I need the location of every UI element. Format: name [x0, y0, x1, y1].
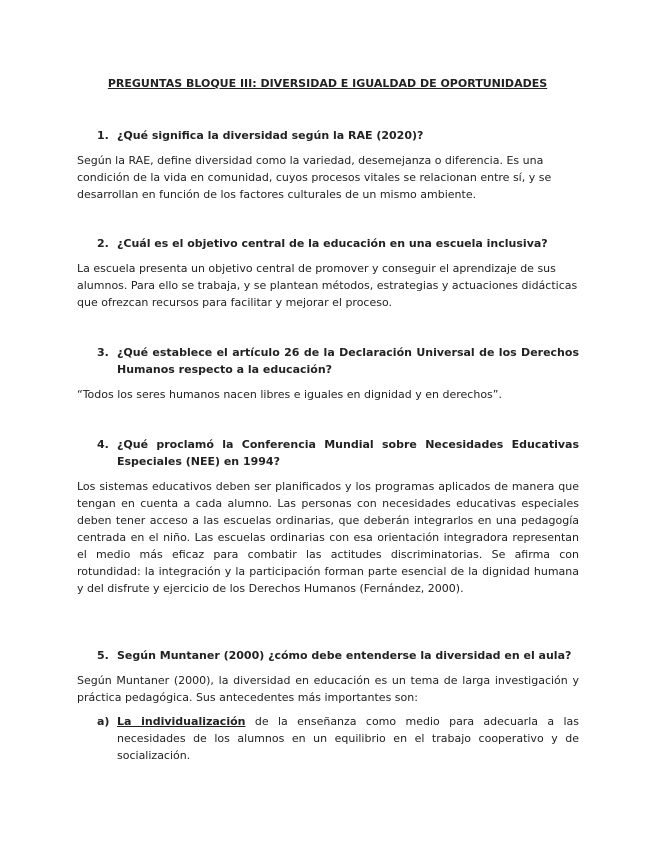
section-1 — [77, 127, 579, 203]
question-text: ¿Cuál es el objetivo central de la educación en una escuela inclusiva? — [117, 237, 548, 250]
question-number: 5. — [97, 649, 109, 662]
document-title: PREGUNTAS BLOQUE III: DIVERSIDAD E IGUALDAD DE OPORTUNIDADES — [107, 77, 548, 90]
section-4 — [77, 436, 579, 597]
list-item — [77, 713, 579, 764]
question-number: 4. — [97, 438, 109, 451]
question-number: 1. — [97, 129, 109, 142]
answer-1: Según la RAE, define diversidad como la variedad, desemejanza o diferencia. Es una condición de la vida en comunidad, cuyos procesos vitales se relacionan entre sí, y se desarrollan en función de los factores culturales de un mismo ambiente. — [77, 154, 552, 201]
question-2 — [77, 235, 579, 252]
answer-4: Los sistemas educativos deben ser planificados y los programas aplicados de manera que tengan en cuenta a cada alumno. Las personas con necesidades educativas especiales deben tener acceso a las escuelas ordinarias, que deberán integrarlos en una pedagogía centrada en el niño. Las escuelas ordinarias con esa orientación integradora representan el medio más eficaz para combatir las actitudes discriminatorias. Se afirma con rotundidad: la integración y la participación forman parte esencial de la dignidad humana y del disfrute y ejercicio de los Derechos Humanos (Fernández, 2000). — [77, 480, 579, 595]
question-number: 3. — [97, 346, 109, 359]
list-item-text: de la enseñanza como medio para adecuarla a las necesidades de los alumnos en un equilibrio en el trabajo cooperativo y de socialización. — [117, 715, 579, 762]
section-2 — [77, 235, 579, 311]
question-1 — [77, 127, 579, 144]
list-item-label: a) — [97, 715, 110, 728]
answer-2: La escuela presenta un objetivo central de promover y conseguir el aprendizaje de sus alumnos. Para ello se trabaja, y se plantean métodos, estrategias y actuaciones didácticas que ofrezcan recursos para facilitar y mejorar el proceso. — [77, 262, 578, 309]
section-3 — [77, 344, 579, 403]
section-5 — [77, 647, 579, 764]
question-text: ¿Qué establece el artículo 26 de la Declaración Universal de los Derechos Humanos respecto a la educación? — [117, 346, 579, 376]
question-number: 2. — [97, 237, 109, 250]
question-4 — [77, 436, 579, 470]
question-3 — [77, 344, 579, 378]
answer-5: Según Muntaner (2000), la diversidad en educación es un tema de larga investigación y práctica pedagógica. Sus antecedentes más importantes son: — [77, 674, 579, 704]
question-text: Según Muntaner (2000) ¿cómo debe entenderse la diversidad en el aula? — [117, 649, 572, 662]
answer-3: “Todos los seres humanos nacen libres e iguales en dignidad y en derechos”. — [77, 388, 502, 401]
question-text: ¿Qué significa la diversidad según la RAE (2020)? — [117, 129, 424, 142]
question-text: ¿Qué proclamó la Conferencia Mundial sobre Necesidades Educativas Especiales (NEE) en 1994? — [117, 438, 579, 468]
question-5 — [77, 647, 579, 664]
list-item-emphasis: La individualización — [117, 715, 246, 728]
